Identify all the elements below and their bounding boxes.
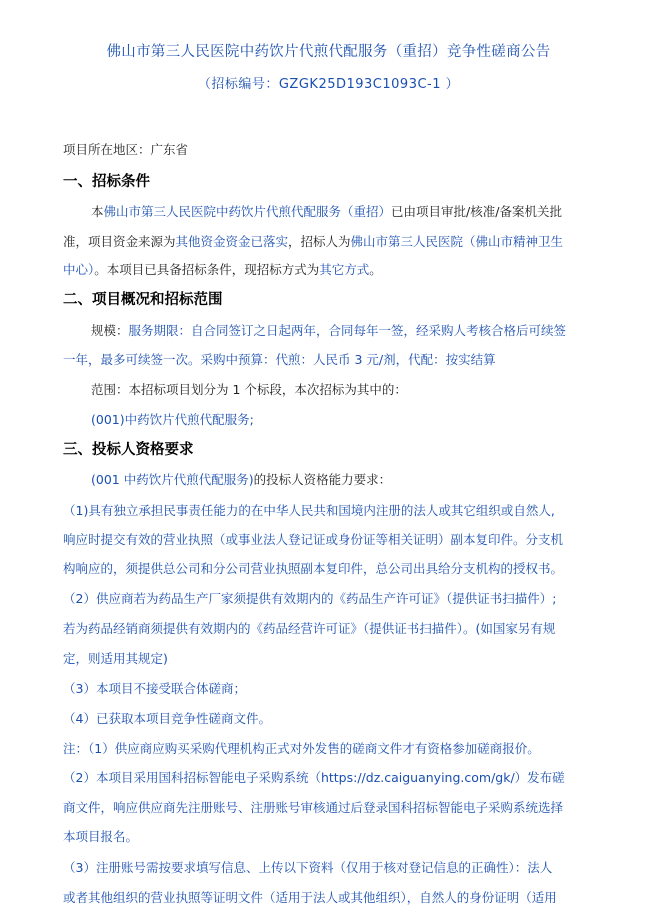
- s1-paragraph-line-1: [91, 204, 611, 220]
- text-span: 的投标人资格能力要求：: [253, 472, 392, 487]
- note-3-line-1: （3）注册账号需按要求填写信息、上传以下资料（仅用于核对登记信息的正确性）：法人: [63, 860, 553, 875]
- text-span: 本: [91, 204, 104, 219]
- text-span: 。本项目已具备招标条件，现招标方式为: [94, 262, 320, 277]
- requirement-1-line-3: 构响应的，须提供总公司和分公司营业执照副本复印件，总公司出具给分支机构的授权书。: [63, 561, 564, 576]
- section-heading-3: 三、投标人资格要求: [63, 442, 194, 458]
- text-span: 已由项目审批/核准/备案机关批: [391, 204, 562, 219]
- project-name: 佛山市第三人民医院中药饮片代煎代配服务（重招）: [103, 204, 392, 219]
- requirement-2-line-2: 若为药品经销商须提供有效期内的《药品经营许可证》（提供证书扫描件）。(如国家另有规: [63, 621, 556, 636]
- section-heading-1: 一、招标条件: [63, 174, 150, 190]
- scale-line-1: [91, 323, 611, 339]
- range-line: 范围：本招标项目划分为 1 个标段，本次招标为其中的：: [91, 382, 407, 397]
- note-2-line-1: （2）本项目采用国科招标智能电子采购系统（https://dz.caiguanying.com/gk/）发布磋: [63, 770, 565, 785]
- tender-method: 其它方式: [319, 262, 370, 277]
- requirement-3: （3）本项目不接受联合体磋商；: [63, 681, 246, 696]
- tenderer-name-cont: 中心）: [63, 262, 95, 277]
- text-span: 准，项目资金来源为: [63, 234, 176, 249]
- note-3-line-2: 或者其他组织的营业执照等证明文件（适用于法人或其他组织），自然人的身份证明（适用: [63, 890, 557, 905]
- scale-text: 服务期限：自合同签订之日起两年，合同每年一签，经采购人考核合格后可续签: [128, 323, 567, 338]
- tenderer-name: 佛山市第三人民医院（佛山市精神卫生: [350, 234, 564, 249]
- scale-label: 规模：: [91, 323, 129, 338]
- text-span: 。: [369, 262, 382, 277]
- qualification-intro: [91, 472, 611, 488]
- page-title: 佛山市第三人民医院中药饮片代煎代配服务（重招）竞争性磋商公告: [106, 44, 551, 60]
- s1-paragraph-line-3: [63, 262, 611, 278]
- requirement-4: （4）已获取本项目竞争性磋商文件。: [63, 711, 271, 726]
- requirement-2-line-3: 定，则适用其规定): [63, 651, 168, 666]
- lot-reference: (001 中药饮片代煎代配服务): [91, 472, 254, 487]
- section-heading-2: 二、项目概况和招标范围: [63, 292, 223, 308]
- requirement-2-line-1: （2）供应商若为药品生产厂家须提供有效期内的《药品生产许可证》（提供证书扫描件）;: [63, 591, 557, 606]
- note-2-line-3: 本项目报名。: [63, 829, 139, 844]
- fund-source: 其他资金资金已落实: [175, 234, 289, 249]
- region-label: 项目所在地区：: [63, 142, 151, 157]
- note-2-line-2: 商文件，响应供应商先注册账号、注册账号审核通过后登录国科招标智能电子采购系统选择: [63, 800, 564, 815]
- text-span: ，招标人为: [288, 234, 351, 249]
- scale-line-2: 一年，最多可续签一次。采购中预算：代煎：人民币 3 元/剂，代配：按实结算: [63, 352, 496, 367]
- requirement-1-line-2: 响应时提交有效的营业执照（或事业法人登记证或身份证等相关证明）副本复印件。分支机: [63, 532, 564, 547]
- note-1: 注：（1）供应商应购买采购代理机构正式对外发售的磋商文件才有资格参加磋商报价。: [63, 741, 540, 756]
- requirement-1-line-1: （1)具有独立承担民事责任能力的在中华人民共和国境内注册的法人或其它组织或自然人,: [63, 503, 555, 518]
- s1-paragraph-line-2: [63, 234, 611, 250]
- region-value: 广东省: [150, 142, 189, 157]
- project-region: [63, 142, 611, 158]
- lot-item: (001)中药饮片代煎代配服务;: [91, 412, 254, 427]
- tender-number: （招标编号：GZGK25D193C1093C-1 ）: [197, 77, 460, 92]
